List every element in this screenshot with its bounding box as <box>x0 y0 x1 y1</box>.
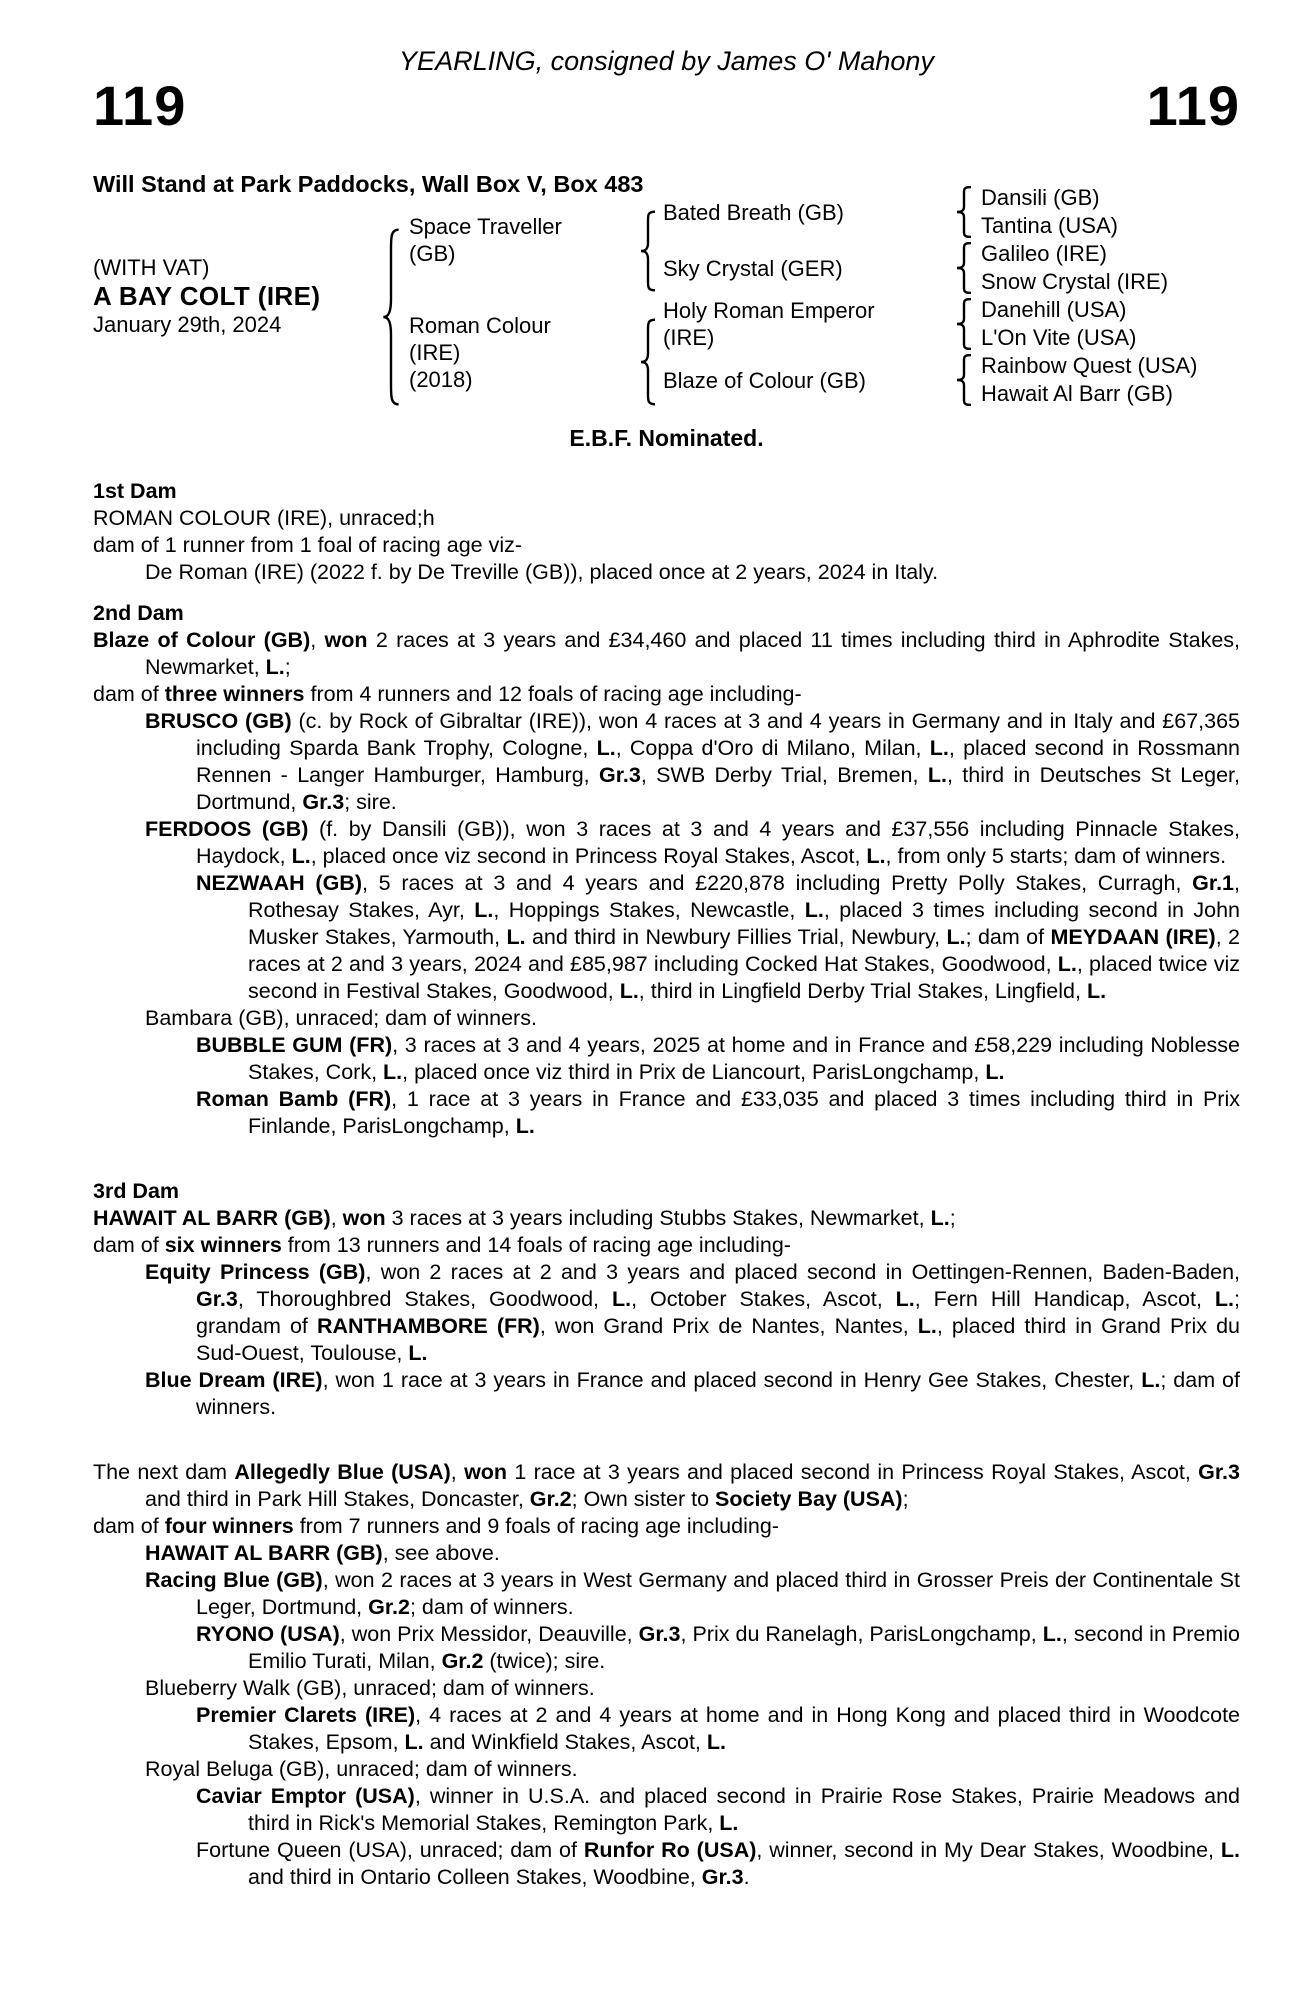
great-grandparent-name: Hawait Al Barr (GB) <box>981 381 1173 406</box>
vat-line: (WITH VAT) <box>93 255 210 280</box>
pedigree-text-body <box>93 478 1240 1891</box>
lot-number-row <box>93 74 1240 137</box>
pedigree-paragraph: dam of three winners from 4 runners and 12 foals of racing age including- <box>93 682 802 706</box>
pedigree-paragraph: Blue Dream (IRE), won 1 race at 3 years in France and placed second in Henry Gee Stakes, Chester, L.; dam of winners. <box>145 1368 1240 1419</box>
great-grandparent-name: Galileo (IRE) <box>981 241 1107 266</box>
pedigree-paragraph: dam of six winners from 13 runners and 14 foals of racing age including- <box>93 1233 791 1257</box>
pedigree-paragraph: ROMAN COLOUR (IRE), unraced;h <box>93 506 435 530</box>
great-grandparent-name: Snow Crystal (IRE) <box>981 269 1169 294</box>
pedigree-paragraph: Racing Blue (GB), won 2 races at 3 years in West Germany and placed third in Grosser Preis der Continentale St Leger, Dortmund, Gr.2; dam of winners. <box>145 1568 1240 1619</box>
great-grandparent-name: Dansili (GB) <box>981 185 1100 210</box>
pedigree-brace-dam <box>635 296 663 408</box>
pedigree-paragraph: NEZWAAH (GB), 5 races at 3 and 4 years and £220,878 including Pretty Polly Stakes, Curragh, Gr.1, Rothesay Stakes, Ayr, L., Hoppings Stakes, Newcastle, L., placed 3 times including second in John Musker Stakes, Yarmouth, L. and third in Newbury Fillies Trial, Newbury, L.; dam of MEYDAAN (IRE), 2 races at 2 and 3 years, 2024 and £85,987 including Cocked Hat Stakes, Goodwood, L., placed twice viz second in Festival Stakes, Goodwood, L., third in Lingfield Derby Trial Stakes, Lingfield, L. <box>196 871 1241 1003</box>
produce-info <box>93 254 375 338</box>
dam-dam-name: Blaze of Colour (GB) <box>663 367 866 393</box>
great-grandparent-name: Danehill (USA) <box>981 297 1127 322</box>
pedigree-paragraph: dam of four winners from 7 runners and 9 foals of racing age including- <box>93 1514 779 1538</box>
dam-sire-name: Holy Roman Emperor (IRE) <box>663 298 875 350</box>
pedigree-paragraph: HAWAIT AL BARR (GB), see above. <box>145 1541 500 1565</box>
pedigree-paragraph: dam of 1 runner from 1 foal of racing age viz- <box>93 533 523 557</box>
great-grandparent-name: Rainbow Quest (USA) <box>981 353 1198 378</box>
pedigree-brace-pair-2 <box>951 240 981 296</box>
pedigree-paragraph: BRUSCO (GB) (c. by Rock of Gibraltar (IRE)), won 4 races at 3 and 4 years in Germany and in Italy and £67,365 including Sparda Bank Trophy, Cologne, L., Coppa d'Oro di Milano, Milan, L., placed second in Rossmann Rennen - Langer Hamburger, Hamburg, Gr.3, SWB Derby Trial, Bremen, L., third in Deutsches St Leger, Dortmund, Gr.3; sire. <box>145 709 1241 814</box>
dam-heading: 1st Dam <box>93 479 177 503</box>
lot-number-right: 119 <box>1146 74 1240 137</box>
pedigree-brace-pair-3 <box>951 296 981 352</box>
consignor-line: YEARLING, consigned by James O' Mahony <box>399 46 934 76</box>
sire-sire-name: Bated Breath (GB) <box>663 199 844 225</box>
pedigree-paragraph: RYONO (USA), won Prix Messidor, Deauville, Gr.3, Prix du Ranelagh, ParisLongchamp, L., second in Premio Emilio Turati, Milan, Gr.2 (twice); sire. <box>196 1622 1241 1673</box>
pedigree-paragraph: Blaze of Colour (GB), won 2 races at 3 years and £34,460 and placed 11 times including third in Aphrodite Stakes, Newmarket, L.; <box>93 628 1241 679</box>
pedigree-paragraph: Blueberry Walk (GB), unraced; dam of winners. <box>145 1676 595 1700</box>
pedigree-brace-pair-4 <box>951 352 981 408</box>
pedigree-paragraph: BUBBLE GUM (FR), 3 races at 3 and 4 years, 2025 at home and in France and £58,229 including Noblesse Stakes, Cork, L., placed once viz third in Prix de Liancourt, ParisLongchamp, L. <box>196 1033 1240 1084</box>
dam-heading: 3rd Dam <box>93 1179 180 1203</box>
sire-dam-name: Sky Crystal (GER) <box>663 255 843 281</box>
pedigree-paragraph: Fortune Queen (USA), unraced; dam of Runfor Ro (USA), winner, second in My Dear Stakes, Woodbine, L. and third in Ontario Colleen Stakes, Woodbine, Gr.3. <box>196 1838 1240 1889</box>
dam-name: Roman Colour (IRE) (2018) <box>409 312 551 392</box>
pedigree-paragraph: De Roman (IRE) (2022 f. by De Treville (GB)), placed once at 2 years, 2024 in Italy. <box>145 560 939 584</box>
great-grandparent-name: L'On Vite (USA) <box>981 325 1137 350</box>
ebf-nominated-line: E.B.F. Nominated. <box>569 425 764 451</box>
lot-number-left: 119 <box>93 74 187 137</box>
stand-location-line: Will Stand at Park Paddocks, Wall Box V, Box 483 <box>93 171 644 197</box>
foal-date: January 29th, 2024 <box>93 312 282 337</box>
pedigree-paragraph: Bambara (GB), unraced; dam of winners. <box>145 1006 537 1030</box>
pedigree-paragraph: FERDOOS (GB) (f. by Dansili (GB)), won 3 races at 3 and 4 years and £37,556 including Pinnacle Stakes, Haydock, L., placed once viz second in Princess Royal Stakes, Ascot, L., from only 5 starts; dam of winners. <box>145 817 1241 868</box>
pedigree-paragraph: Royal Beluga (GB), unraced; dam of winners. <box>145 1757 578 1781</box>
dam-heading: 2nd Dam <box>93 601 184 625</box>
pedigree-table <box>93 184 1240 408</box>
pedigree-paragraph: The next dam Allegedly Blue (USA), won 1 race at 3 years and placed second in Princess Royal Stakes, Ascot, Gr.3 and third in Park Hill Stakes, Doncaster, Gr.2; Own sister to Society Bay (USA); <box>93 1460 1240 1511</box>
pedigree-paragraph: Caviar Emptor (USA), winner in U.S.A. and placed second in Prairie Rose Stakes, Prairie Meadows and third in Rick's Memorial Stakes, Remington Park, L. <box>196 1784 1240 1835</box>
pedigree-paragraph: Premier Clarets (IRE), 4 races at 2 and 4 years at home and in Hong Kong and placed third in Woodcote Stakes, Epsom, L. and Winkfield Stakes, Ascot, L. <box>196 1703 1240 1754</box>
sire-name: Space Traveller (GB) <box>409 214 562 266</box>
pedigree-brace-pair-1 <box>951 184 981 240</box>
great-grandparent-name: Tantina (USA) <box>981 213 1118 238</box>
pedigree-paragraph: Roman Bamb (FR), 1 race at 3 years in France and £33,035 and placed 3 times including third in Prix Finlande, ParisLongchamp, L. <box>196 1087 1240 1138</box>
pedigree-paragraph: Equity Princess (GB), won 2 races at 2 and 3 years and placed second in Oettingen-Rennen, Baden-Baden, Gr.3, Thoroughbred Stakes, Goodwood, L., October Stakes, Ascot, L., Fern Hill Handicap, Ascot, L.; grandam of RANTHAMBORE (FR), won Grand Prix de Nantes, Nantes, L., placed third in Grand Prix du Sud-Ouest, Toulouse, L. <box>145 1260 1241 1365</box>
pedigree-brace-main <box>375 184 409 408</box>
lot-name: A BAY COLT (IRE) <box>93 281 321 311</box>
pedigree-paragraph: HAWAIT AL BARR (GB), won 3 races at 3 years including Stubbs Stakes, Newmarket, L.; <box>93 1206 956 1230</box>
pedigree-brace-sire <box>635 184 663 296</box>
